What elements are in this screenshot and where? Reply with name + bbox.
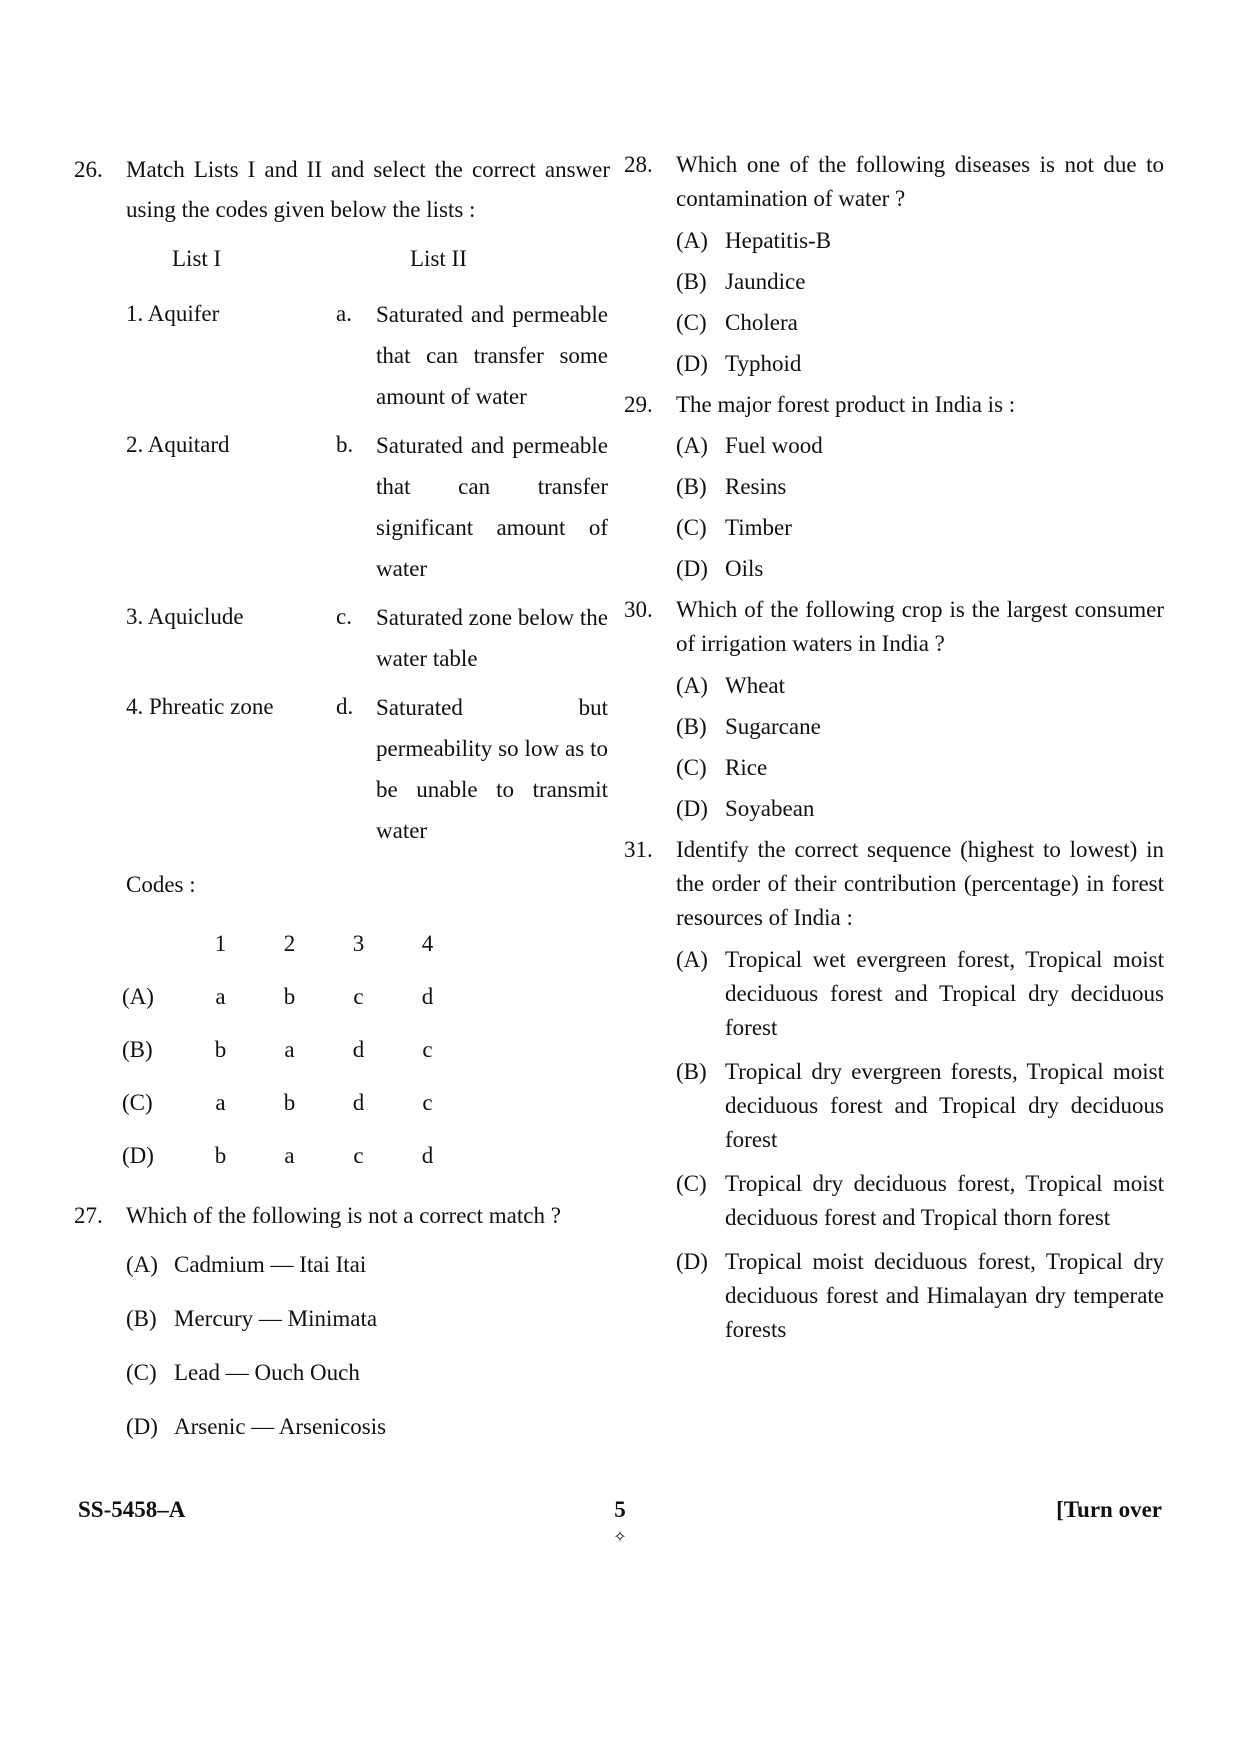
option-text: Lead — Ouch Ouch: [174, 1360, 360, 1385]
codes-row: [122, 1129, 462, 1182]
codes-option-label: (D): [122, 1142, 154, 1168]
option-text: Tropical dry deciduous forest, Tropical moist deciduous forest and Tropical thorn forest: [725, 1171, 1164, 1230]
question-30: [624, 593, 1164, 826]
question-number: 28.: [624, 152, 653, 177]
question-text: Identify the correct sequence (highest to lowest) in the order of their contribution (percentage) in forest resources of India :: [676, 837, 1164, 930]
codes-row: [122, 970, 462, 1023]
codes-label: Codes :: [126, 872, 196, 897]
codes-cell: d: [421, 983, 434, 1009]
option-text: Wheat: [725, 673, 786, 698]
list-2-letter: d.: [336, 694, 354, 719]
codes-cell: a: [284, 1142, 295, 1168]
question-number: 27.: [74, 1203, 103, 1228]
question-26: [74, 150, 610, 1182]
turn-over-label: [Turn over: [1056, 1497, 1162, 1522]
question-text: The major forest product in India is :: [676, 392, 1016, 417]
option-text: Typhoid: [725, 351, 802, 376]
option-text: Tropical moist deciduous forest, Tropical dry deciduous forest and Himalayan dry temperate forests: [725, 1249, 1164, 1342]
option-text: Tropical dry evergreen forests, Tropical moist deciduous forest and Tropical dry deciduous forest: [725, 1059, 1164, 1152]
option-text: Arsenic — Arsenicosis: [174, 1414, 387, 1439]
codes-cell: c: [422, 1036, 433, 1062]
option-label: (C): [676, 310, 707, 335]
option-label: (C): [676, 515, 707, 540]
option: [74, 1356, 610, 1390]
option: [624, 429, 1164, 463]
codes-cell: b: [283, 1089, 296, 1115]
option-label: (A): [126, 1252, 158, 1277]
codes-option-label: (B): [122, 1036, 153, 1062]
option-text: Rice: [725, 755, 768, 780]
codes-header-cell: 2: [283, 930, 296, 956]
option-label: (D): [676, 1249, 708, 1274]
list-1-item: 3. Aquiclude: [126, 604, 244, 629]
option: [624, 669, 1164, 703]
paper-code: SS-5458–A: [78, 1497, 186, 1522]
option: [624, 710, 1164, 744]
codes-header-cell: 1: [214, 930, 227, 956]
question-number: 26.: [74, 157, 103, 182]
option-label: (A): [676, 433, 708, 458]
option: [624, 347, 1164, 381]
list-2-item: Saturated and permeable that can transfer some amount of water: [376, 302, 608, 409]
question-number: 31.: [624, 837, 653, 862]
codes-cell: c: [353, 1142, 364, 1168]
codes-row: [122, 1076, 462, 1129]
option: [74, 1410, 610, 1444]
option-text: Tropical wet evergreen forest, Tropical moist deciduous forest and Tropical dry deciduous forest: [725, 947, 1164, 1040]
question-text: Which one of the following diseases is not due to contamination of water ?: [676, 152, 1164, 211]
list-1-item: 2. Aquitard: [126, 432, 230, 457]
option-text: Jaundice: [725, 269, 806, 294]
option-text: Oils: [725, 556, 764, 581]
option-label: (D): [676, 351, 708, 376]
match-row: [74, 597, 610, 679]
option: [624, 943, 1164, 1045]
option-label: (B): [676, 1059, 707, 1084]
option: [624, 265, 1164, 299]
option-text: Sugarcane: [725, 714, 821, 739]
list-1-item: 1. Aquifer: [126, 301, 220, 326]
list-2-letter: a.: [336, 301, 352, 326]
option-label: (A): [676, 673, 708, 698]
option: [624, 1245, 1164, 1347]
option-text: Mercury — Minimata: [174, 1306, 378, 1331]
list-headers: [74, 240, 610, 292]
list-2-letter: b.: [336, 432, 354, 457]
codes-cell: a: [215, 983, 226, 1009]
codes-option-label: (C): [122, 1089, 153, 1115]
option: [624, 792, 1164, 826]
option: [624, 224, 1164, 258]
option-label: (C): [676, 1171, 707, 1196]
codes-row: [122, 1023, 462, 1076]
codes-cell: a: [215, 1089, 226, 1115]
codes-header-row: [122, 917, 462, 970]
codes-cell: b: [283, 983, 296, 1009]
star-icon: ✧: [613, 1529, 627, 1546]
option-text: Cholera: [725, 310, 798, 335]
codes-cell: b: [214, 1036, 227, 1062]
codes-cell: d: [352, 1036, 365, 1062]
match-row: [74, 294, 610, 417]
question-29: [624, 388, 1164, 586]
codes-table: [122, 917, 462, 1182]
option-label: (B): [676, 474, 707, 499]
page-number: 5: [614, 1497, 626, 1522]
option-text: Fuel wood: [725, 433, 823, 458]
option-text: Cadmium — Itai Itai: [174, 1252, 367, 1277]
option: [624, 470, 1164, 504]
list-2-item: Saturated and permeable that can transfer significant amount of water: [376, 433, 608, 581]
option-label: (D): [676, 556, 708, 581]
question-28: [624, 148, 1164, 381]
codes-cell: b: [214, 1142, 227, 1168]
codes-cell: d: [421, 1142, 434, 1168]
option-text: Hepatitis-B: [725, 228, 832, 253]
option-label: (C): [676, 755, 707, 780]
option-text: Soyabean: [725, 796, 815, 821]
right-column: [624, 148, 1164, 1347]
codes-header-cell: 4: [421, 930, 434, 956]
codes-cell: c: [353, 983, 364, 1009]
match-row: [74, 425, 610, 589]
list-2-header: List II: [410, 246, 467, 271]
question-number: 30.: [624, 597, 653, 622]
question-text: Which of the following crop is the largest consumer of irrigation waters in India ?: [676, 597, 1164, 656]
codes-option-label: (A): [122, 983, 154, 1009]
option: [624, 511, 1164, 545]
list-2-item: Saturated zone below the water table: [376, 605, 608, 671]
option-label: (B): [676, 269, 707, 294]
option: [624, 751, 1164, 785]
option-text: Resins: [725, 474, 787, 499]
option: [624, 306, 1164, 340]
question-text: Match Lists I and II and select the correct answer using the codes given below the lists :: [126, 157, 610, 222]
option-label: (D): [676, 796, 708, 821]
option-text: Timber: [725, 515, 792, 540]
option: [624, 552, 1164, 586]
question-31: [624, 833, 1164, 1347]
option-label: (C): [126, 1360, 157, 1385]
option: [74, 1302, 610, 1336]
question-number: 29.: [624, 392, 653, 417]
codes-header-cell: 3: [352, 930, 365, 956]
match-row: [74, 687, 610, 851]
option-label: (A): [676, 228, 708, 253]
codes-cell: c: [422, 1089, 433, 1115]
list-2-letter: c.: [336, 604, 352, 629]
codes-cell: d: [352, 1089, 365, 1115]
left-column: [74, 150, 610, 1444]
option: [624, 1167, 1164, 1235]
list-1-header: List I: [172, 246, 222, 271]
option-label: (D): [126, 1414, 158, 1439]
list-1-item: 4. Phreatic zone: [126, 694, 274, 719]
option-label: (B): [676, 714, 707, 739]
option-label: (A): [676, 947, 708, 972]
option-label: (B): [126, 1306, 157, 1331]
list-2-item: Saturated but permeability so low as to be unable to transmit water: [376, 695, 608, 843]
question-27: [74, 1196, 610, 1444]
option: [624, 1055, 1164, 1157]
question-text: Which of the following is not a correct match ?: [126, 1203, 561, 1228]
option: [74, 1248, 610, 1282]
codes-cell: a: [284, 1036, 295, 1062]
